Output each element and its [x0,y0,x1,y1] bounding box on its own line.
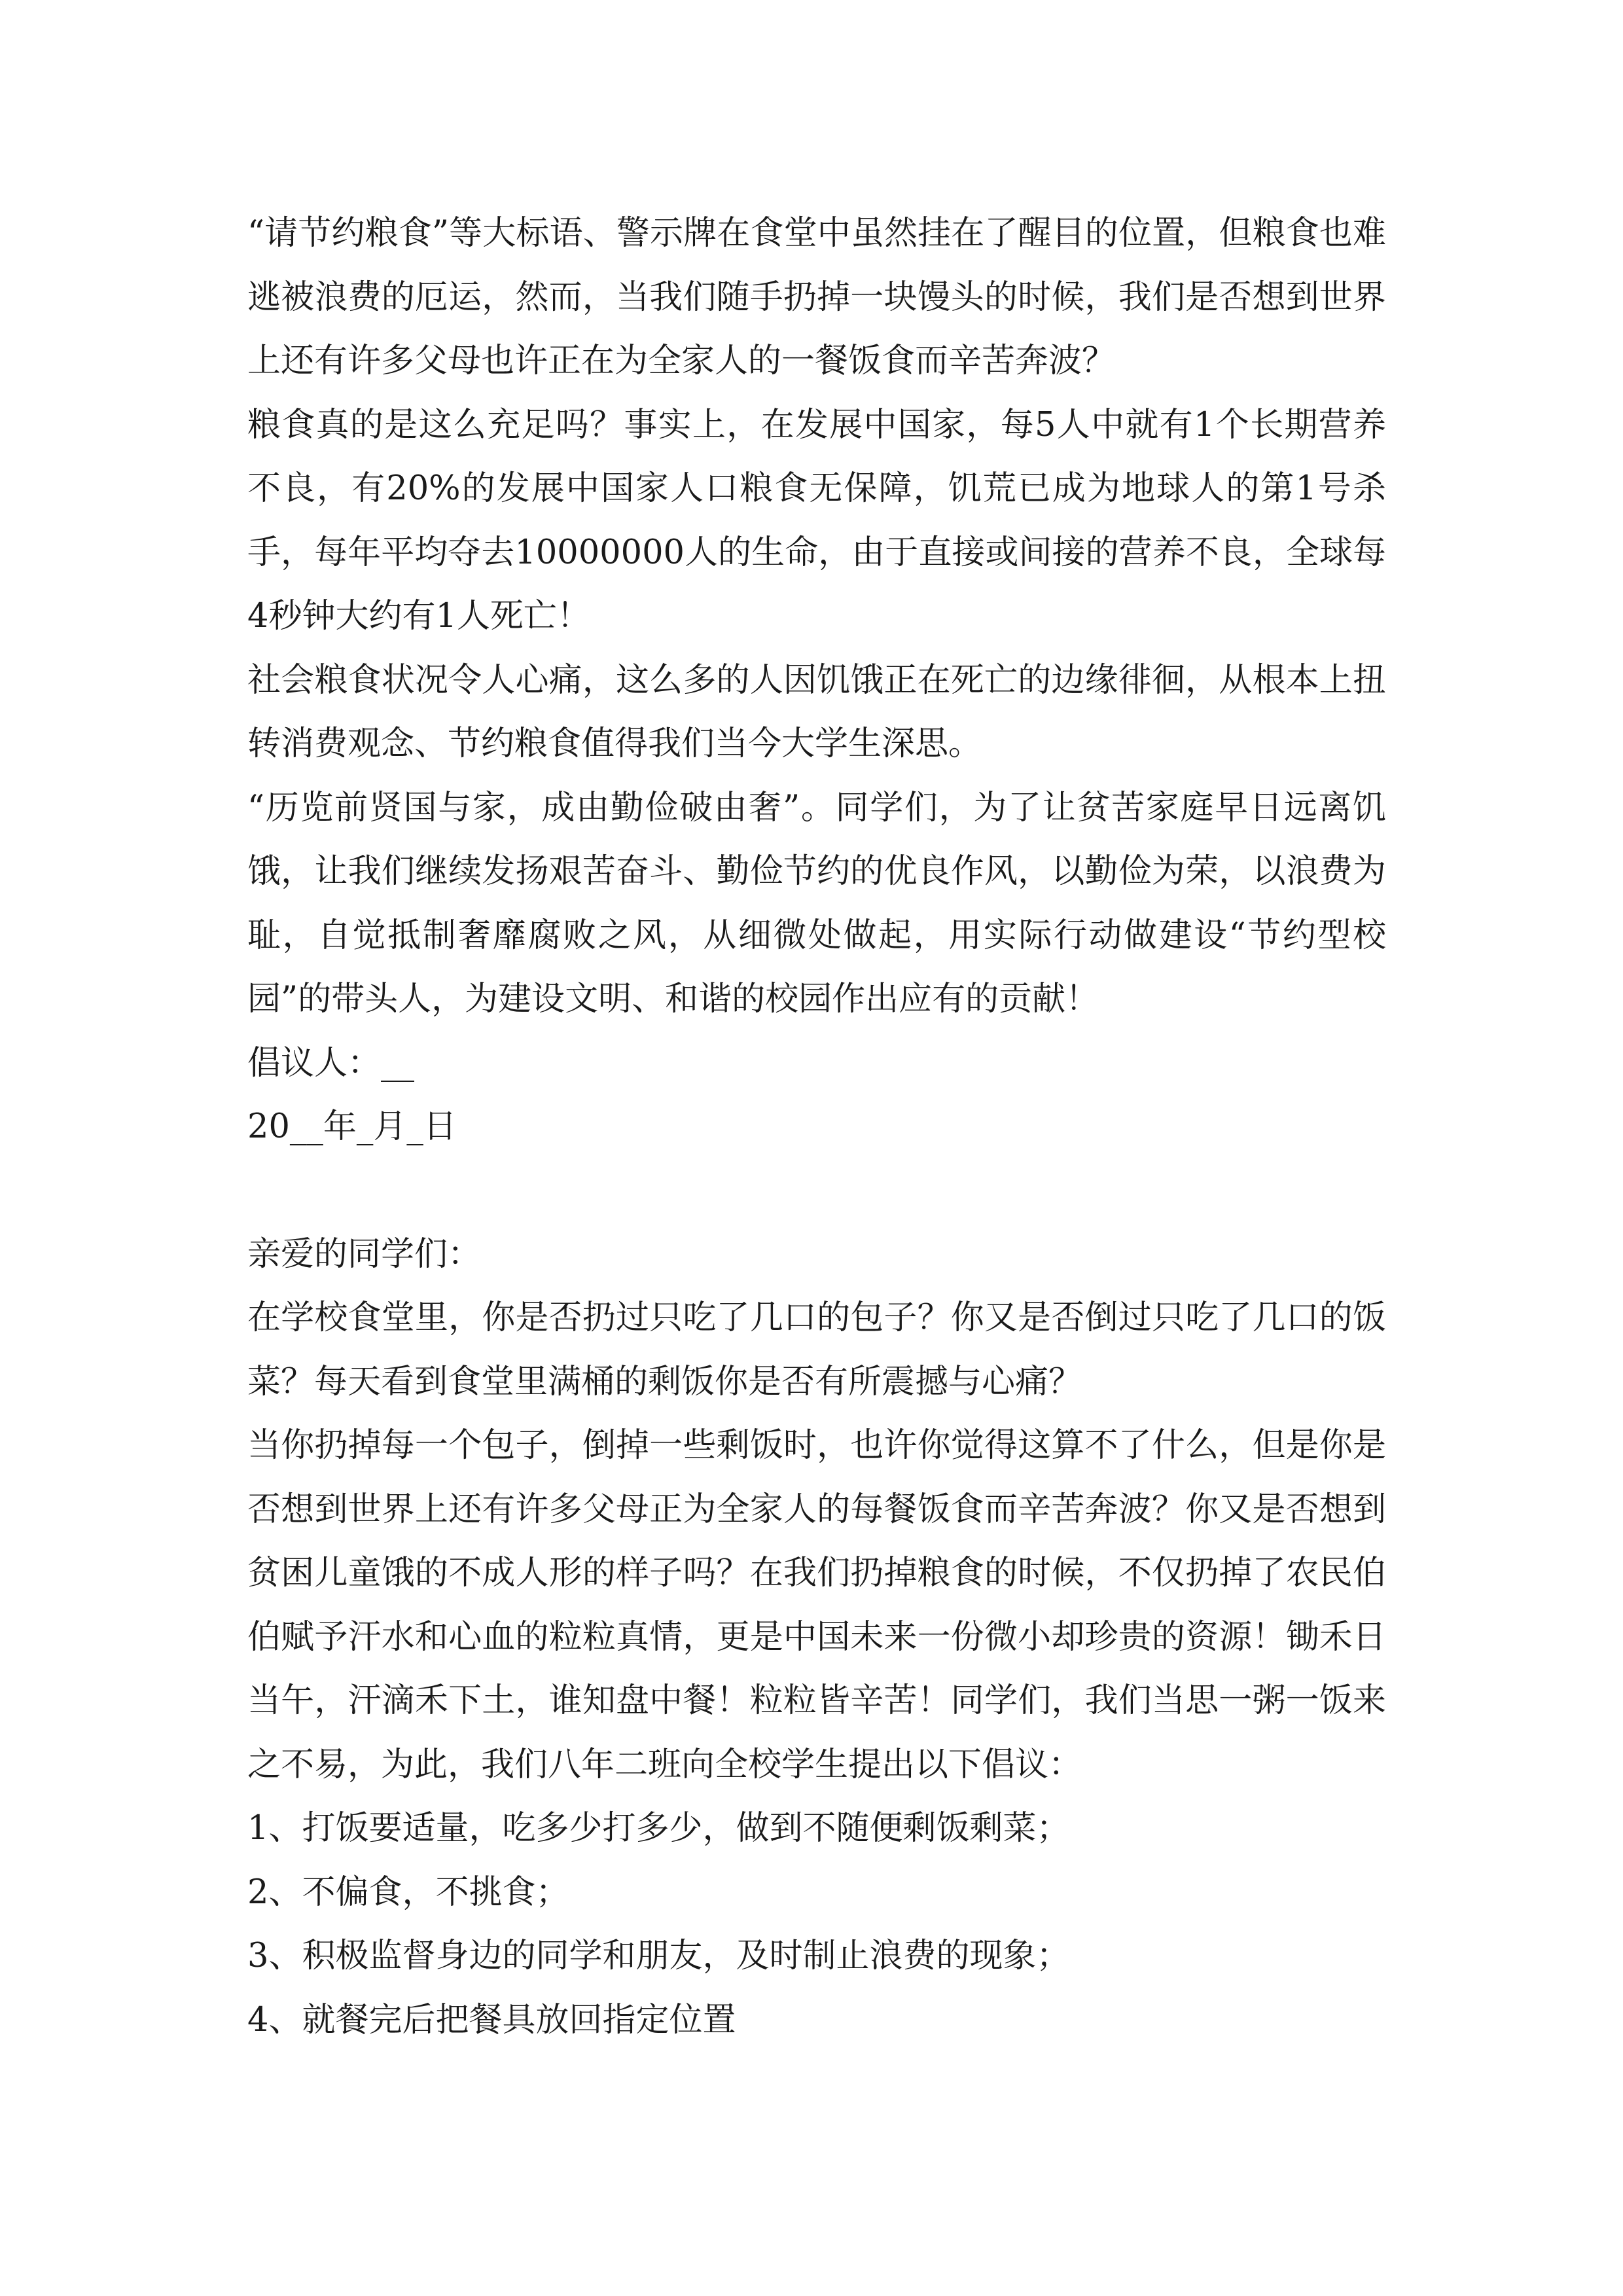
paragraph-slogan: “请节约粮食”等大标语、警示牌在食堂中虽然挂在了醒目的位置，但粮食也难逃被浪费的厄运，然而，当我们随手扔掉一块馒头的时候，我们是否想到世界上还有许多父母也许正在为全家人的一餐饭食而辛苦奔波？ [247,214,1386,380]
proposal-item: 1、打饭要适量，吃多少打多少，做到不随便剩饭剩菜； [247,1809,1070,1848]
proposal-item: 4、就餐完后把餐具放回指定位置 [247,2000,736,2039]
proposer-line: 倡议人：__ [247,1043,415,1083]
paragraph-call-to-action: “历览前贤国与家，成由勤俭破由奢”。同学们，为了让贫苦家庭早日远离饥饿，让我们继续发扬艰苦奋斗、勤俭节约的优良作风，以勤俭为荣，以浪费为耻，自觉抵制奢靡腐败之风，从细微处做起，用实际行动做建设“节约型校园”的带头人，为建设文明、和谐的校园作出应有的贡献！ [247,788,1386,1018]
salutation: 亲爱的同学们： [247,1234,482,1274]
paragraph-food-facts: 粮食真的是这么充足吗？事实上，在发展中国家，每5人中就有1个长期营养不良，有20%的发展中国家人口粮食无保障，饥荒已成为地球人的第1号杀手，每年平均夺去10000000人的生命，由于直接或间接的营养不良，全球每4秒钟大约有1人死亡！ [247,405,1386,636]
section-spacer [247,1159,1386,1223]
proposal-item: 2、不偏食，不挑食； [247,1873,569,1912]
paragraph-social-situation: 社会粮食状况令人心痛，这么多的人因饥饿正在死亡的边缘徘徊，从根本上扭转消费观念、节约粮食值得我们当今大学生深思。 [247,660,1386,763]
paragraph-canteen-waste: 在学校食堂里，你是否扔过只吃了几口的包子？你又是否倒过只吃了几口的饭菜？每天看到食堂里满桶的剩饭你是否有所震撼与心痛？ [247,1299,1386,1401]
document-body [247,202,1386,2052]
proposal-item: 3、积极监督身边的同学和朋友，及时制止浪费的现象； [247,1937,1070,1975]
paragraph-reflection: 当你扔掉每一个包子，倒掉一些剩饭时，也许你觉得这算不了什么，但是你是否想到世界上还有许多父母正为全家人的每餐饭食而辛苦奔波？你又是否想到贫困儿童饿的不成人形的样子吗？在我们扔掉粮食的时候，不仅扔掉了农民伯伯赋予汗水和心血的粒粒真情，更是中国未来一份微小却珍贵的资源！锄禾日当午，汗滴禾下土，谁知盘中餐！粒粒皆辛苦！同学们，我们当思一粥一饭来之不易，为此，我们八年二班向全校学生提出以下倡议： [247,1426,1386,1784]
date-line: 20__年_月_日 [247,1107,457,1146]
